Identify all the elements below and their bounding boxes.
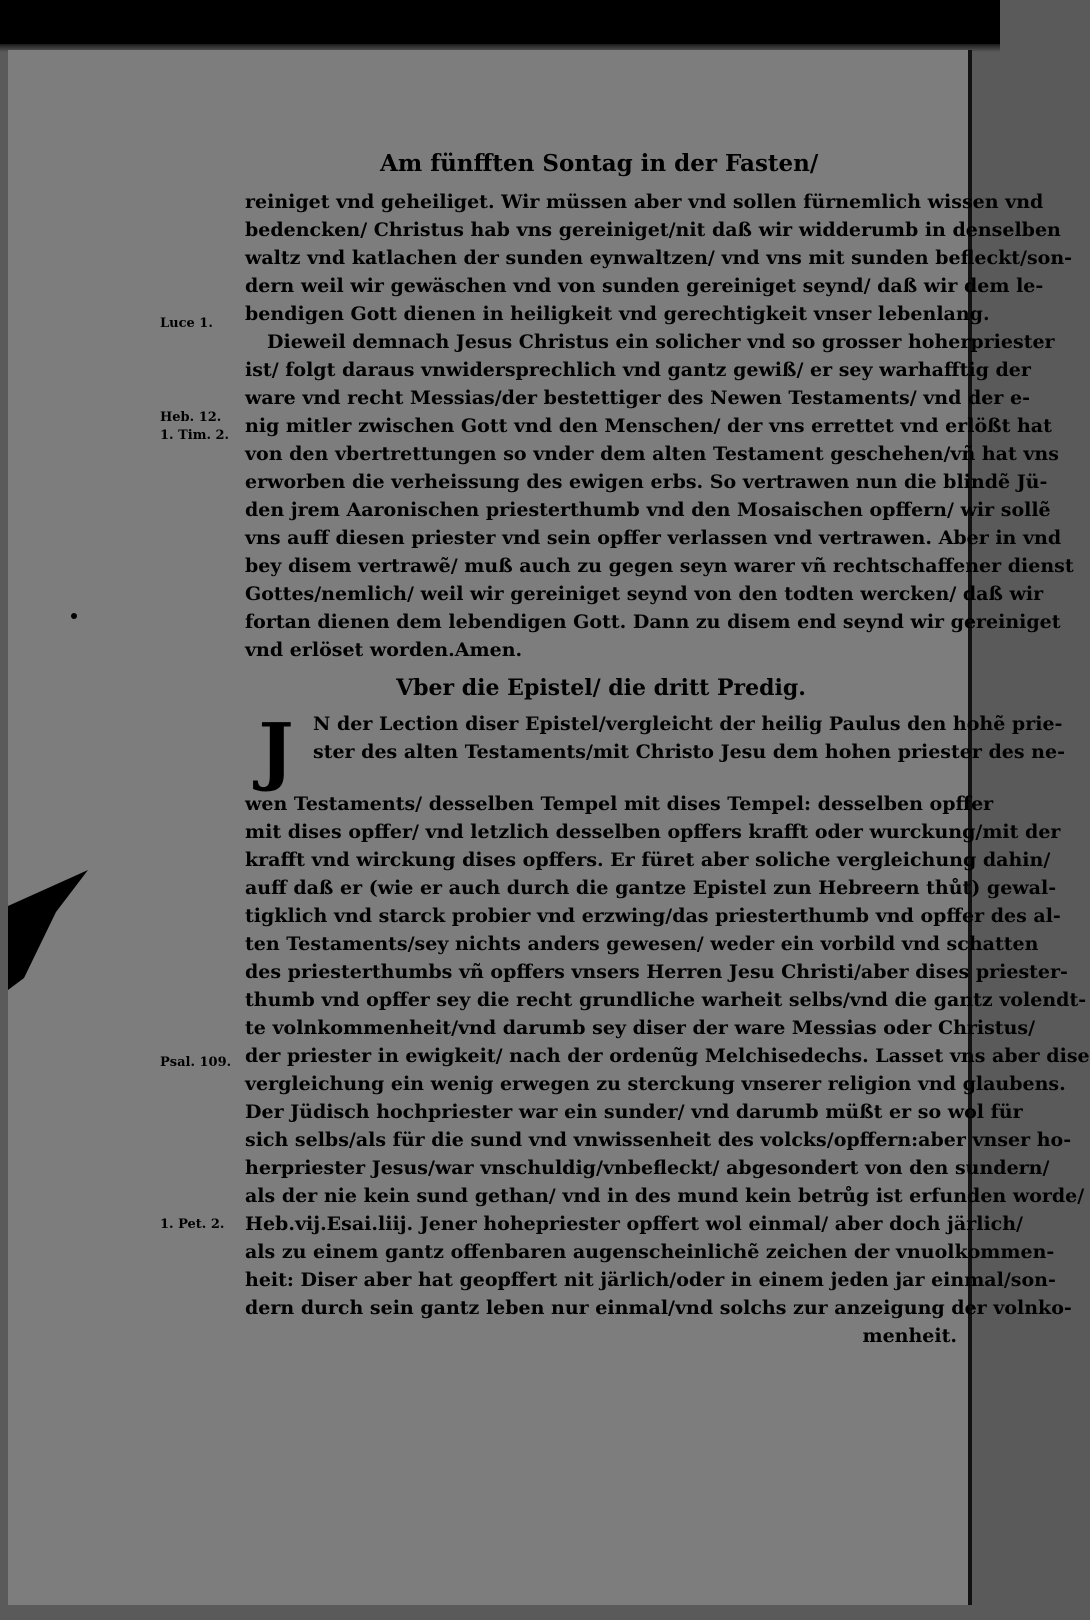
text-line: bey disem vertrawẽ/ muß auch zu gegen seyn warer vñ rechtschaffener dienst (245, 555, 1074, 577)
text-line: ist/ folgt daraus vnwidersprechlich vnd gantz gewiß/ er sey warhafftig der (245, 359, 1031, 381)
text-line: Gottes/nemlich/ weil wir gereiniget seynd von den todten wercken/ daß wir (245, 583, 1044, 605)
text-line: bendigen Gott dienen in heiligkeit vnd gerechtigkeit vnser lebenlang. (245, 303, 990, 325)
text-line: ster des alten Testaments/mit Christo Jesu dem hohen priester des ne- (313, 741, 1065, 763)
text-line: sich selbs/als für die sund vnd vnwissenheit des volcks/opffern:aber vnser ho- (245, 1129, 1072, 1151)
text-line: von den vbertrettungen so vnder dem alten Testament geschehen/vñ hat vns (245, 443, 1059, 465)
text-line: erworben die verheissung des ewigen erbs. So vertrawen nun die blindẽ Jü- (245, 471, 1048, 493)
text-line: wen Testaments/ desselben Tempel mit dises Tempel: desselben opffer (245, 793, 994, 815)
text-line: Der Jüdisch hochpriester war ein sunder/ vnd darumb müßt er so wol für (245, 1101, 1023, 1123)
text-line: menheit. (862, 1325, 957, 1347)
text-line: als zu einem gantz offenbaren augenscheinlichẽ zeichen der vnuolkommen- (245, 1241, 1055, 1263)
running-head: Am fünfften Sontag in der Fasten/ (380, 150, 819, 177)
text-line: te volnkommenheit/vnd darumb sey diser der ware Messias oder Christus/ (245, 1017, 1036, 1039)
text-line: bedencken/ Christus hab vns gereiniget/nit daß wir widderumb in denselben (245, 219, 1061, 241)
drop-cap-initial: J (258, 708, 294, 794)
text-line: den jrem Aaronischen priesterthumb vnd den Mosaischen opffern/ wir sollẽ (245, 499, 1051, 521)
text-line: vergleichung ein wenig erwegen zu sterckung vnserer religion vnd glaubens. (245, 1073, 1066, 1095)
text-line: nig mitler zwischen Gott vnd den Menschen/ der vns errettet vnd erlößt hat (245, 415, 1052, 437)
text-line: krafft vnd wirckung dises opffers. Er füret aber soliche vergleichung dahin/ (245, 849, 1051, 871)
text-line: herpriester Jesus/war vnschuldig/vnbefleckt/ abgesondert von den sundern/ (245, 1157, 1050, 1179)
text-block (245, 188, 1090, 1350)
margin-note: Luce 1. (160, 316, 213, 331)
margin-note: 1. Tim. 2. (160, 428, 230, 443)
text-line: reiniget vnd geheiliget. Wir müssen aber vnd sollen fürnemlich wissen vnd (245, 191, 1044, 213)
text-line: thumb vnd opffer sey die recht grundliche warheit selbs/vnd die gantz volendt- (245, 989, 1087, 1011)
text-line: des priesterthumbs vñ opffers vnsers Herren Jesu Christi/aber dises priester- (245, 961, 1068, 983)
text-line: heit: Diser aber hat geopffert nit järlich/oder in einem jeden jar einmal/son- (245, 1269, 1056, 1291)
text-line: tigklich vnd starck probier vnd erzwing/das priesterthumb vnd opffer des al- (245, 905, 1061, 927)
paragraph-1 (245, 188, 1073, 328)
text-line: ten Testaments/sey nichts anders gewesen/ weder ein vorbild vnd schatten (245, 933, 1039, 955)
section-title: Vber die Epistel/ die dritt Predig. (396, 675, 806, 701)
text-line: Dieweil demnach Jesus Christus ein solicher vnd so grosser hoherpriester (267, 331, 1055, 353)
text-line: Heb.vij.Esai.liij. Jener hohepriester opffert wol einmal/ aber doch järlich/ (245, 1213, 1023, 1235)
text-line: waltz vnd katlachen der sunden eynwaltzen/ vnd vns mit sunden befleckt/son- (245, 247, 1073, 269)
text-line: ware vnd recht Messias/der bestettiger des Newen Testaments/ vnd der e- (245, 387, 1030, 409)
page-fold-shadow (8, 870, 88, 990)
text-line: dern weil wir gewäschen vnd von sunden gereiniget seynd/ daß wir dem le- (245, 275, 1044, 297)
text-line: mit dises opffer/ vnd letzlich desselben opffers krafft oder wurckung/mit der (245, 821, 1061, 843)
text-line: als der nie kein sund gethan/ vnd in des mund kein betrůg ist erfunden worde/ (245, 1185, 1085, 1207)
paragraph-2-cont (245, 356, 1074, 664)
margin-note: Heb. 12. (160, 410, 222, 425)
text-line: dern durch sein gantz leben nur einmal/vnd solchs zur anzeigung der volnko- (245, 1297, 1072, 1319)
margin-note: 1. Pet. 2. (160, 1217, 225, 1232)
text-line: vns auff diesen priester vnd sein opffer verlassen vnd vertrawen. Aber in vnd (245, 527, 1062, 549)
text-line: fortan dienen dem lebendigen Gott. Dann zu disem end seynd wir gereiniget (245, 611, 1061, 633)
margin-note: Psal. 109. (160, 1055, 232, 1070)
ink-speck (71, 613, 77, 619)
scan-top-border (0, 0, 1000, 52)
text-line: vnd erlöset worden.Amen. (245, 639, 523, 661)
paragraph-2 (245, 328, 1055, 356)
paragraph-3 (245, 708, 1090, 1350)
text-line: N der Lection diser Epistel/vergleicht der heilig Paulus den hohẽ prie- (313, 713, 1063, 735)
text-line: auff daß er (wie er auch durch die gantze Epistel zun Hebreern thůt) gewal- (245, 877, 1057, 899)
text-line: der priester in ewigkeit/ nach der ordenũg Melchisedechs. Lasset vns aber dise (245, 1045, 1090, 1067)
